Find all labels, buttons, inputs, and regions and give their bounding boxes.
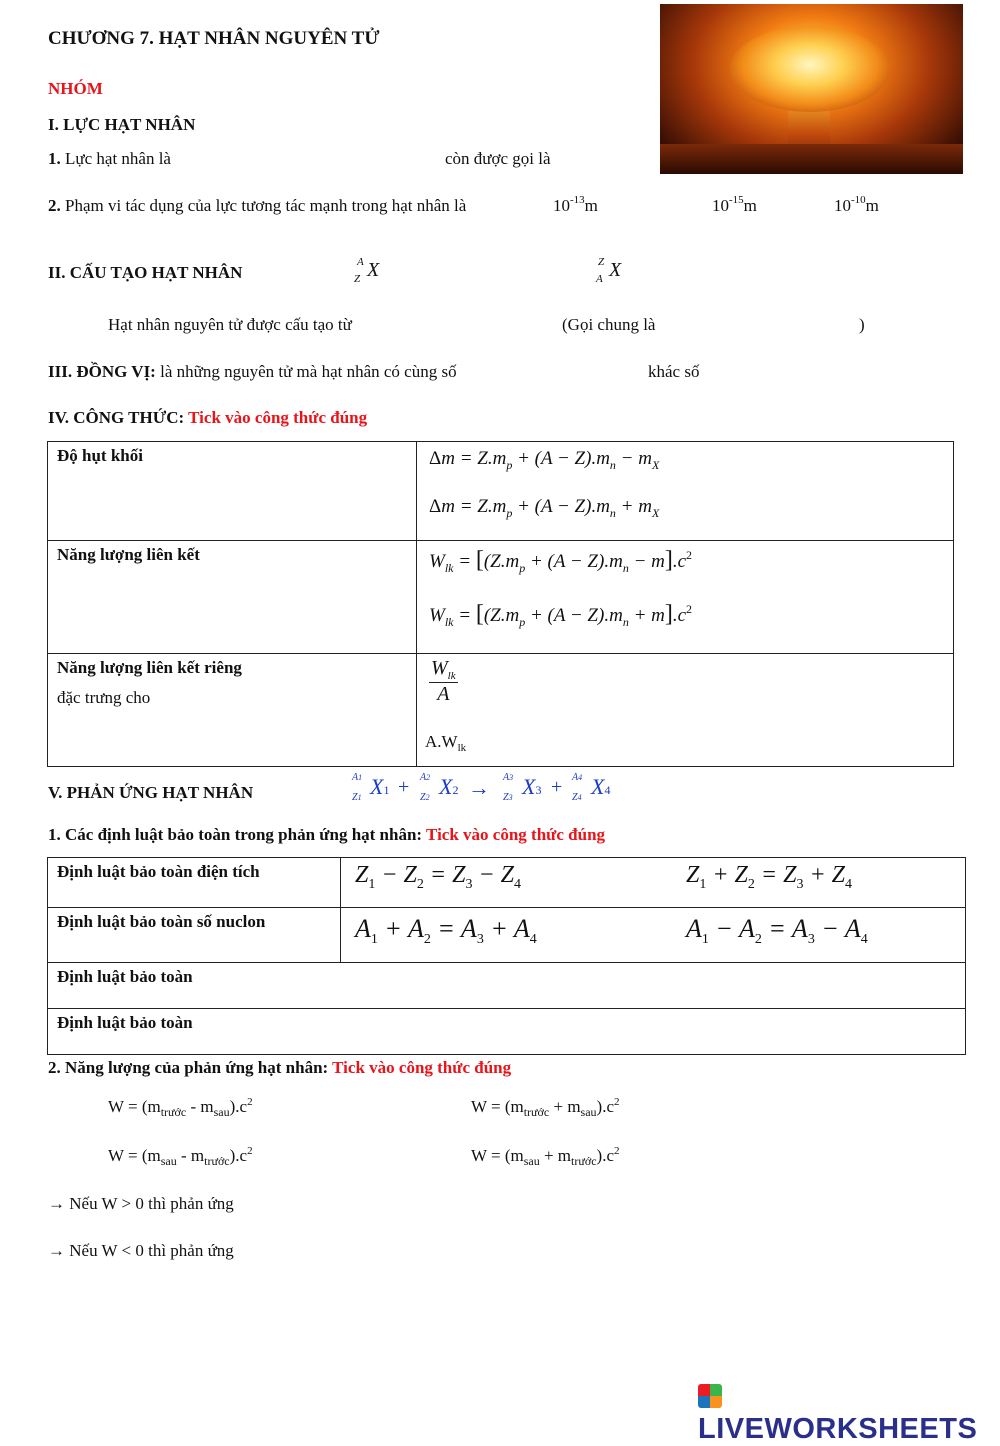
structure-line-mid: (Gọi chung là (562, 315, 656, 334)
logo-icon (698, 1384, 722, 1408)
nuclide-notation-option-2[interactable]: Z A X (596, 256, 622, 285)
mass-defect-formula-1[interactable]: $\Delta m = Z.m_p + (A - Z).m_n - m_X$ (429, 448, 660, 472)
specific-energy-fraction[interactable]: $W_{lk}$ A (431, 657, 456, 705)
range-option-3[interactable]: $10^{-10}m$ (834, 194, 879, 215)
energy-option-2[interactable]: $W = (m_{trước} + m_{sau}).c^2$ (471, 1096, 620, 1119)
nuclear-explosion-image (660, 4, 963, 174)
mass-defect-label: Độ hụt khối (57, 446, 143, 465)
structure-line-end: ) (859, 315, 865, 334)
section1-heading: I. LỰC HẠT NHÂN (48, 115, 196, 134)
binding-energy-formula-1[interactable]: $W_{lk} = [(Z.m_p + (A - Z).m_n - m].c^2$ (429, 547, 693, 575)
section5-heading: V. PHẢN ỨNG HẠT NHÂN (48, 783, 254, 802)
mass-defect-row (48, 442, 954, 541)
nucleon-conservation-row (48, 908, 966, 963)
isotope-line: III. ĐỒNG VỊ: là những nguyên tử mà hạt nhân có cùng số (48, 362, 457, 381)
section4-heading: IV. CÔNG THỨC: Tick vào công thức đúng (48, 408, 368, 427)
range-option-1[interactable]: $10^{-13}m$ (553, 194, 598, 215)
structure-line: Hạt nhân nguyên tử được cấu tạo từ (108, 315, 352, 334)
page-title: CHƯƠNG 7. HẠT NHÂN NGUYÊN TỬ (48, 28, 380, 49)
specific-binding-energy-row (48, 654, 954, 767)
charge-formula-2[interactable]: $Z_1 + Z_2 = Z_3 + Z_4$ (686, 862, 852, 892)
specific-binding-energy-label: Năng lượng liên kết riêng (57, 658, 242, 677)
binding-energy-formula-2[interactable]: $W_{lk} = [(Z.m_p + (A - Z).m_n + m].c^2$ (429, 601, 693, 629)
energy-option-3[interactable]: $W = (m_{sau} - m_{trước}).c^2$ (108, 1145, 253, 1168)
question-1: 1. Lực hạt nhân là (48, 149, 171, 168)
if-negative-line: → Nếu W < 0 thì phản ứng (48, 1241, 234, 1260)
binding-energy-row (48, 541, 954, 654)
section2-heading: II. CẤU TẠO HẠT NHÂN (48, 263, 243, 282)
if-positive-line: → Nếu W > 0 thì phản ứng (48, 1194, 234, 1213)
conservation-row-3 (48, 963, 966, 1009)
energy-option-4[interactable]: $W = (m_{sau} + m_{trước}).c^2$ (471, 1145, 620, 1168)
charge-conservation-label: Định luật bảo toàn điện tích (57, 862, 260, 881)
charge-conservation-row (48, 858, 966, 908)
charge-formula-1[interactable]: $Z_1 - Z_2 = Z_3 - Z_4$ (355, 862, 521, 892)
conservation-label-3: Định luật bảo toàn (57, 967, 193, 986)
mass-defect-formula-2[interactable]: $\Delta m = Z.m_p + (A - Z).m_n + m_X$ (429, 496, 660, 520)
binding-energy-label: Năng lượng liên kết (57, 545, 200, 564)
group-label: NHÓM (48, 79, 103, 98)
liveworksheets-logo: LIVEWORKSHEETS (698, 1380, 1000, 1446)
nucleon-formula-1[interactable]: $A_1 + A_2 = A_3 + A_4$ (355, 914, 537, 947)
range-option-2[interactable]: $10^{-15}m$ (712, 194, 757, 215)
nucleon-conservation-label: Định luật bảo toàn số nuclon (57, 912, 266, 931)
energy-option-1[interactable]: $W = (m_{trước} - m_{sau}).c^2$ (108, 1096, 253, 1119)
conservation-subheading: 1. Các định luật bảo toàn trong phản ứng hạt nhân: Tick vào công thức đúng (48, 825, 606, 844)
nucleon-formula-2[interactable]: $A_1 - A_2 = A_3 - A_4$ (686, 914, 868, 947)
question-2: 2. Phạm vi tác dụng của lực tương tác mạnh trong hạt nhân là (48, 196, 467, 215)
question-1-tail: còn được gọi là (445, 149, 551, 168)
isotope-line-tail: khác số (648, 362, 700, 381)
energy-subheading: 2. Năng lượng của phản ứng hạt nhân: Tick vào công thức đúng (48, 1058, 512, 1077)
specific-binding-energy-sublabel: đặc trưng cho (57, 688, 151, 707)
formula-table (47, 441, 954, 767)
specific-energy-alt[interactable]: $A.W_{lk}$ (425, 732, 467, 754)
conservation-table (47, 857, 966, 1055)
conservation-label-4: Định luật bảo toàn (57, 1013, 193, 1032)
nuclide-notation-option-1[interactable]: A Z X (354, 256, 380, 285)
conservation-row-4 (48, 1009, 966, 1055)
